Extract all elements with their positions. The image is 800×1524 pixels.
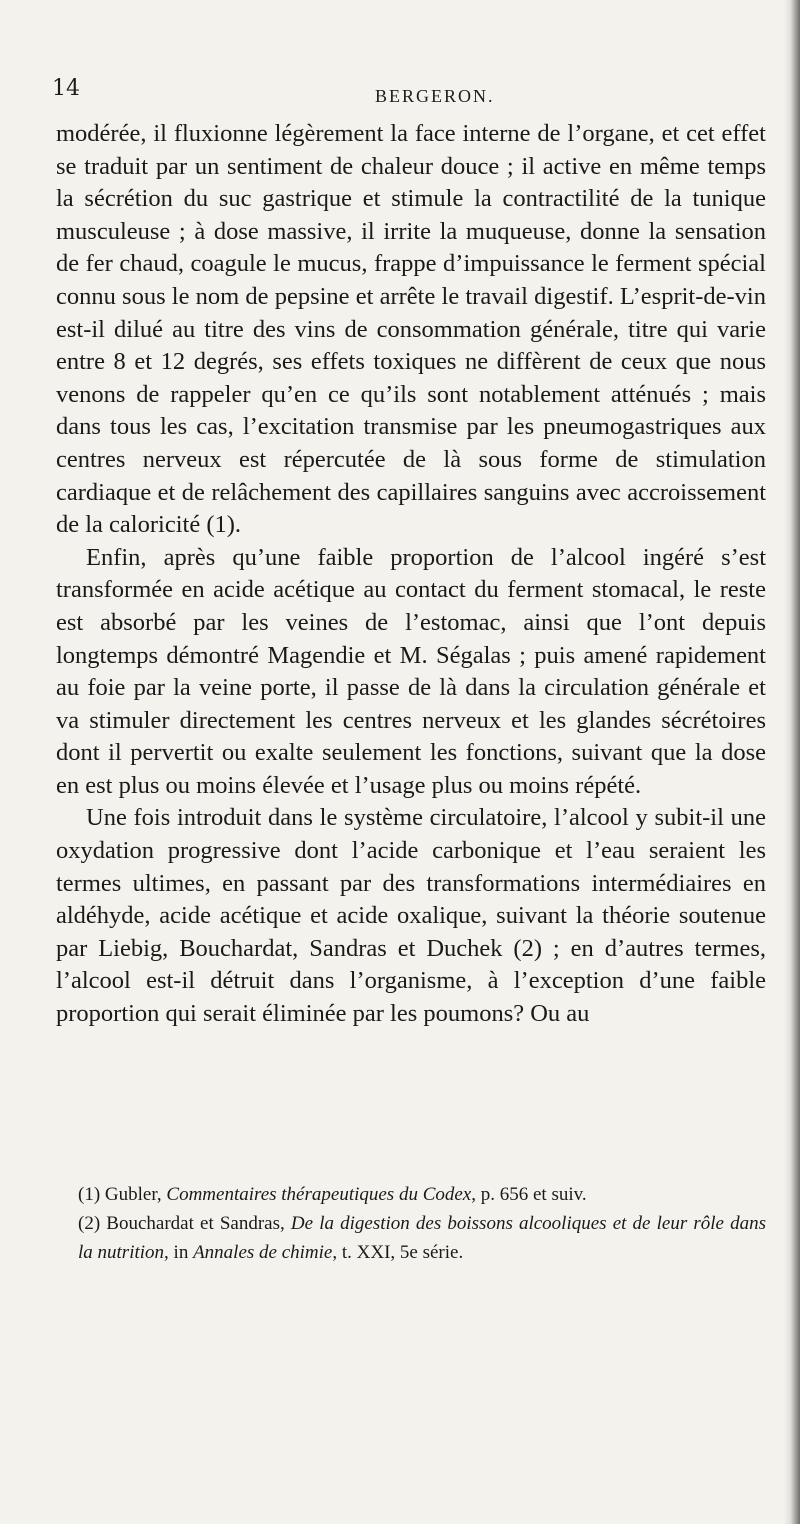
page-header <box>0 76 800 112</box>
footnote-1-title: Commentaires thérapeutiques du Codex <box>166 1184 472 1205</box>
footnote-2-journal: Annales de chimie <box>193 1242 333 1263</box>
footnotes <box>56 1180 766 1267</box>
footnote-2-rest-2: , t. XXI, 5e série. <box>332 1242 464 1263</box>
body-text <box>56 118 766 1031</box>
paragraph-1: modérée, il fluxionne légèrement la face interne de l’organe, et cet effet se traduit par un sentiment de chaleur douce ; il active en même temps la sécrétion du suc gastrique et stimule la contractilité de la tunique musculeuse ; à dose massive, il irrite la muqueuse, donne la sensation de fer chaud, coagule le mucus, frappe d’impuissance le ferment spécial connu sous le nom de pepsine et arrête le travail digestif. L’esprit-de-vin est-il dilué au titre des vins de consommation générale, titre qui varie entre 8 et 12 degrés, ses effets toxiques ne diffèrent de ceux que nous venons de rappeler qu’en ce qu’ils sont notablement atténués ; mais dans tous les cas, l’excitation transmise par les pneumogastriques aux centres nerveux est répercutée de là sous forme de stimulation cardiaque et de relâchement des capillaires sanguins avec accroissement de la caloricité (1). <box>56 120 766 539</box>
paragraph-3: Une fois introduit dans le système circulatoire, l’alcool y subit-il une oxydation progressive dont l’acide carbonique et l’eau seraient les termes ultimes, en passant par des transformations intermédiaires en aldéhyde, acide acétique et acide oxalique, suivant la théorie soutenue par Liebig, Bouchardat, Sandras et Duchek (2) ; en d’autres termes, l’alcool est-il détruit dans l’organisme, à l’exception d’une faible proportion qui serait éliminée par les poumons? Ou au <box>56 804 766 1028</box>
footnote-1 <box>56 1180 766 1209</box>
footnote-2-rest-1: , in <box>164 1242 194 1263</box>
footnote-1-author: Gubler, <box>104 1184 162 1205</box>
page-number: 14 <box>52 76 80 101</box>
running-head: BERGERON. <box>375 86 495 106</box>
footnote-1-marker: (1) <box>78 1184 101 1205</box>
footnote-2-author: Bouchardat et Sandras, <box>106 1213 285 1234</box>
footnote-1-rest: , p. 656 et suiv. <box>471 1184 587 1205</box>
page-edge-shadow <box>784 0 800 1524</box>
footnote-2-marker: (2) <box>78 1213 101 1234</box>
paragraph-2: Enfin, après qu’une faible proportion de l’alcool ingéré s’est transformée en acide acétique au contact du ferment stomacal, le reste est absorbé par les veines de l’estomac, ainsi que l’ont depuis longtemps démontré Magendie et M. Ségalas ; puis amené rapidement au foie par la veine porte, il passe de là dans la circulation générale et va stimuler directement les centres nerveux et les glandes sécrétoires dont il pervertit ou exalte seulement les fonctions, suivant que la dose en est plus ou moins élevée et l’usage plus ou moins répété. <box>56 543 766 799</box>
footnote-2-title: De la digestion des boissons alcooliques et de leur rôle dans la nutrition <box>78 1213 767 1263</box>
footnote-2 <box>56 1209 766 1267</box>
